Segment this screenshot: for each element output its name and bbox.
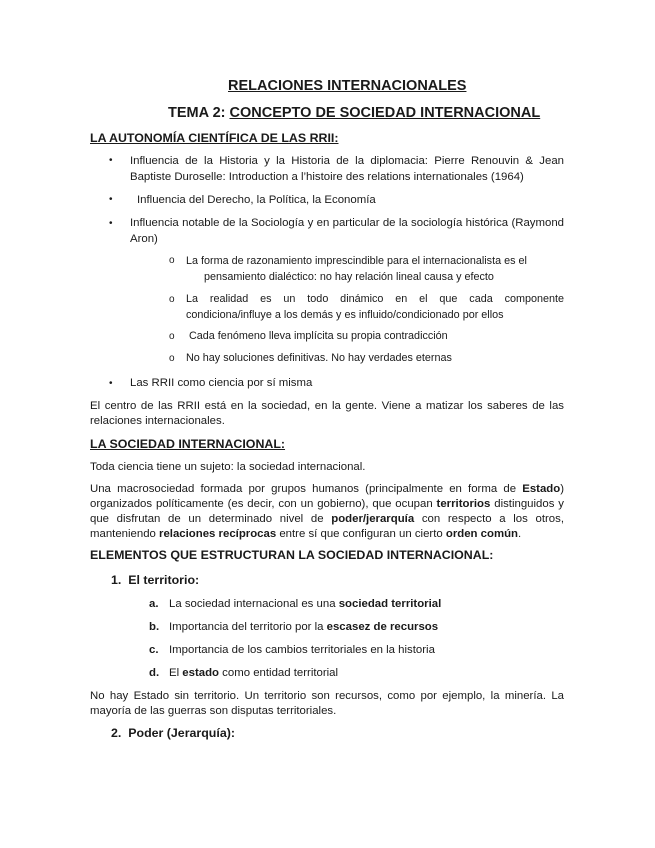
bullet-marker: •	[109, 218, 113, 229]
list-item: El estado como entidad territorial	[169, 667, 339, 679]
list-item: Influencia notable de la Sociología y en particular de la sociología histórica (Raymond Aron)	[130, 217, 564, 245]
tema-title: CONCEPTO DE SOCIEDAD INTERNACIONAL	[229, 105, 541, 121]
paragraph: Toda ciencia tiene un sujeto: la sociedad internacional.	[90, 461, 366, 473]
list-item: Las RRII como ciencia por sí misma	[130, 377, 313, 389]
tema-heading	[168, 105, 540, 121]
list-item: Influencia de la Historia y la Historia de la diplomacia: Pierre Renouvin & Jean Baptiste Duroselle: Introduction a l’histoire des relations internationales (1964)	[130, 155, 564, 183]
section-heading-elementos: ELEMENTOS QUE ESTRUCTURAN LA SOCIEDAD INTERNACIONAL:	[90, 548, 494, 562]
paragraph: El centro de las RRII está en la sociedad, en la gente. Viene a matizar los saberes de las relaciones internacionales.	[90, 400, 564, 427]
list-item: Influencia del Derecho, la Política, la Economía	[137, 194, 376, 206]
list-item: Cada fenómeno lleva implícita su propia contradicción	[189, 330, 448, 342]
list-letter: b.	[149, 621, 160, 633]
sub-bullet-marker: o	[169, 255, 175, 266]
section-heading-sociedad: LA SOCIEDAD INTERNACIONAL:	[90, 437, 286, 451]
bullet-marker: •	[109, 378, 113, 389]
sub-bullet-marker: o	[169, 331, 175, 342]
paragraph: No hay Estado sin territorio. Un territorio son recursos, como por ejemplo, la minería. La mayoría de las guerras son disputas territoriales.	[90, 690, 564, 717]
list-letter: d.	[149, 667, 160, 679]
bullet-marker: •	[109, 194, 113, 205]
list-item: No hay soluciones definitivas. No hay verdades eternas	[186, 352, 452, 364]
sub-bullet-marker: o	[169, 353, 175, 364]
numbered-heading-poder: 2. Poder (Jerarquía):	[111, 726, 235, 740]
list-item: La sociedad internacional es una sociedad territorial	[169, 598, 442, 610]
list-item: La realidad es un todo dinámico en el que cada componente condiciona/influye a los demás y es influido/condicionado por ellos	[186, 293, 564, 321]
list-item: Importancia del territorio por la escasez de recursos	[169, 621, 439, 633]
sub-bullet-marker: o	[169, 294, 175, 305]
tema-prefix: TEMA 2:	[168, 105, 226, 121]
document-title: RELACIONES INTERNACIONALES	[228, 78, 467, 94]
definition-paragraph: Una macrosociedad formada por grupos humanos (principalmente en forma de Estado) organizados políticamente (es decir, con un gobierno), que ocupan territorios distinguidos y que disfrutan de un determinado nivel de poder/jerarquía con respecto a los otros, manteniendo relaciones recíprocas entre sí que configuran un cierto orden común.	[90, 483, 565, 540]
section-heading-autonomia: LA AUTONOMÍA CIENTÍFICA DE LAS RRII:	[90, 131, 339, 145]
bullet-marker: •	[109, 155, 113, 166]
list-letter: c.	[149, 644, 159, 656]
numbered-heading-territorio: 1. El territorio:	[111, 573, 200, 587]
list-item: Importancia de los cambios territoriales en la historia	[169, 644, 435, 656]
list-item	[186, 254, 531, 285]
sub-bullet-text: La forma de razonamiento imprescindible para el internacionalista es el pensamiento dialéctico: no hay relación lineal causa y efecto	[186, 255, 527, 283]
list-letter: a.	[149, 598, 159, 610]
